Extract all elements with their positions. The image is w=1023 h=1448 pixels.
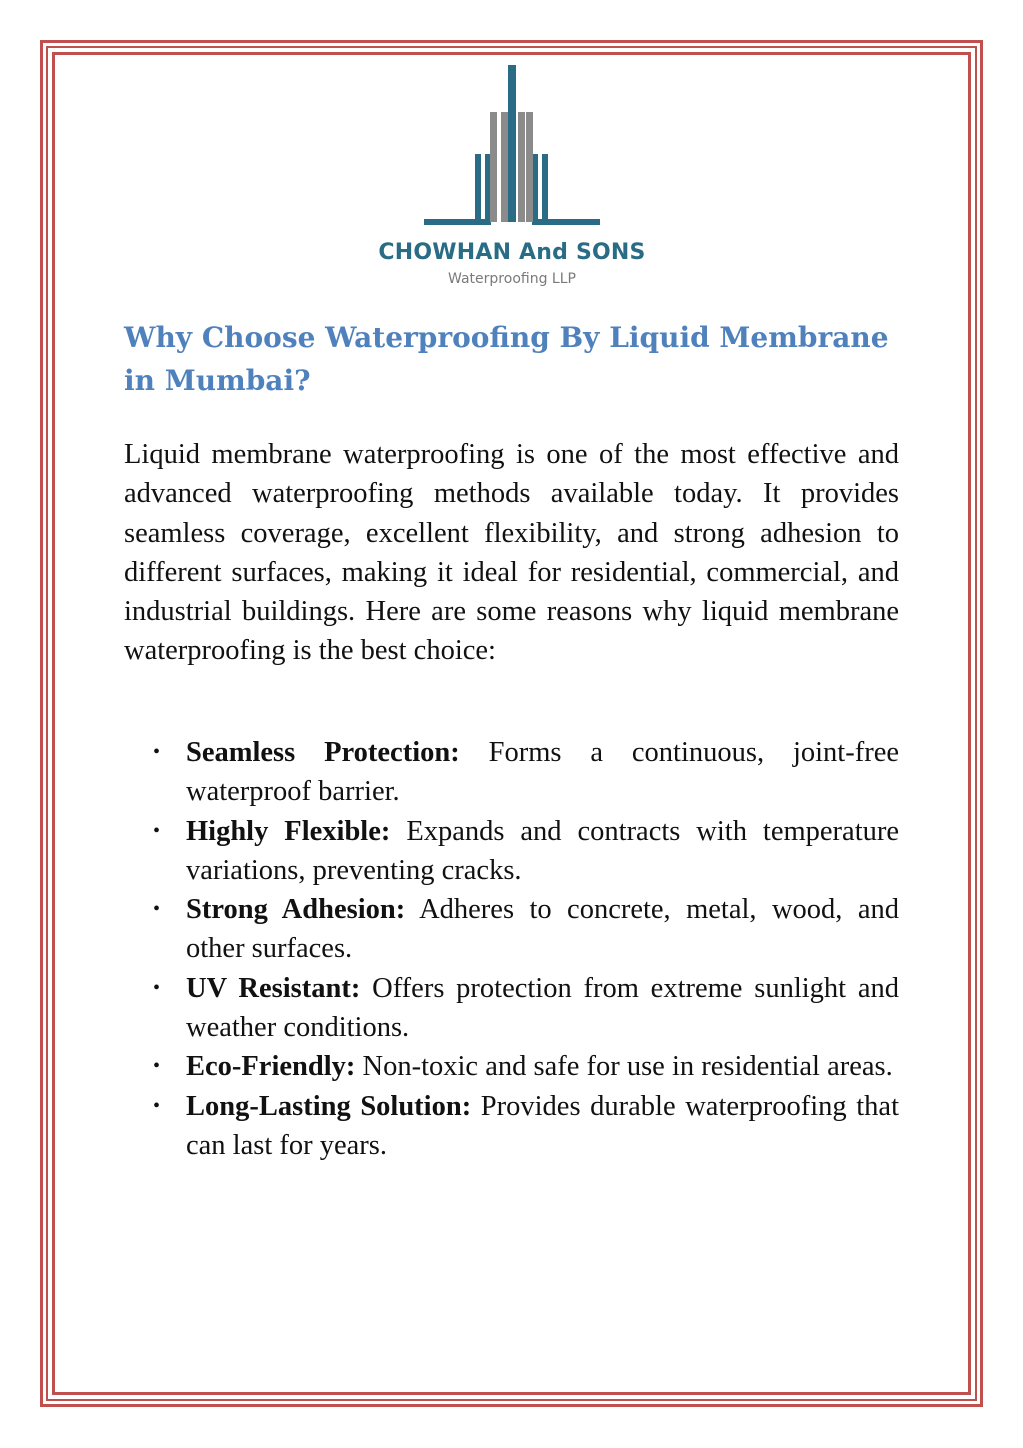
company-subtitle: Waterproofing LLP <box>448 271 576 287</box>
reason-item <box>124 890 899 969</box>
reason-title: Strong Adhesion: <box>186 894 406 926</box>
reason-title: Long-Lasting Solution: <box>186 1090 472 1122</box>
reason-item <box>124 1047 899 1086</box>
reason-item <box>124 1087 899 1166</box>
bullet-icon: • <box>153 741 161 763</box>
company-name: CHOWHAN And SONS <box>378 240 646 265</box>
reason-text: Expands and contracts with temperature variations, preventing cracks. <box>186 815 900 886</box>
reason-item <box>124 812 899 891</box>
page-title: Why Choose Waterproofing By Liquid Membrane in Mumbai? <box>124 321 889 397</box>
reason-text: Forms a continuous, joint-free waterproof barrier. <box>186 737 900 808</box>
building-bars-icon <box>362 62 662 237</box>
reason-title: Seamless Protection: <box>186 737 460 768</box>
reasons-list <box>124 733 899 1165</box>
reason-item <box>124 969 899 1048</box>
reason-text: Adheres to concrete, metal, wood, and other surfaces. <box>186 894 899 965</box>
reason-title: Eco-Friendly: <box>186 1051 356 1083</box>
reason-text: Offers protection from extreme sunlight and weather conditions. <box>186 972 900 1044</box>
reason-text: Non-toxic and safe for use in residential areas. <box>362 1051 893 1083</box>
bullet-icon: • <box>153 819 161 842</box>
reason-item <box>124 733 899 812</box>
bullet-icon: • <box>153 898 161 921</box>
reason-title: Highly Flexible: <box>186 815 391 847</box>
bullet-icon: • <box>153 1094 161 1117</box>
intro-paragraph: Liquid membrane waterproofing is one of the most effective and advanced waterproofing methods available today. It provides seamless coverage, excellent flexibility, and strong adhesion to different surfaces, making it ideal for residential, commercial, and industrial buildings. Here are some reasons why liquid membrane waterproofing is the best choice: <box>124 439 899 667</box>
reason-text: Provides durable waterproofing that can last for years. <box>186 1090 899 1161</box>
bullet-icon: • <box>153 1055 161 1078</box>
reason-title: UV Resistant: <box>186 972 361 1004</box>
bullet-icon: • <box>153 976 161 999</box>
